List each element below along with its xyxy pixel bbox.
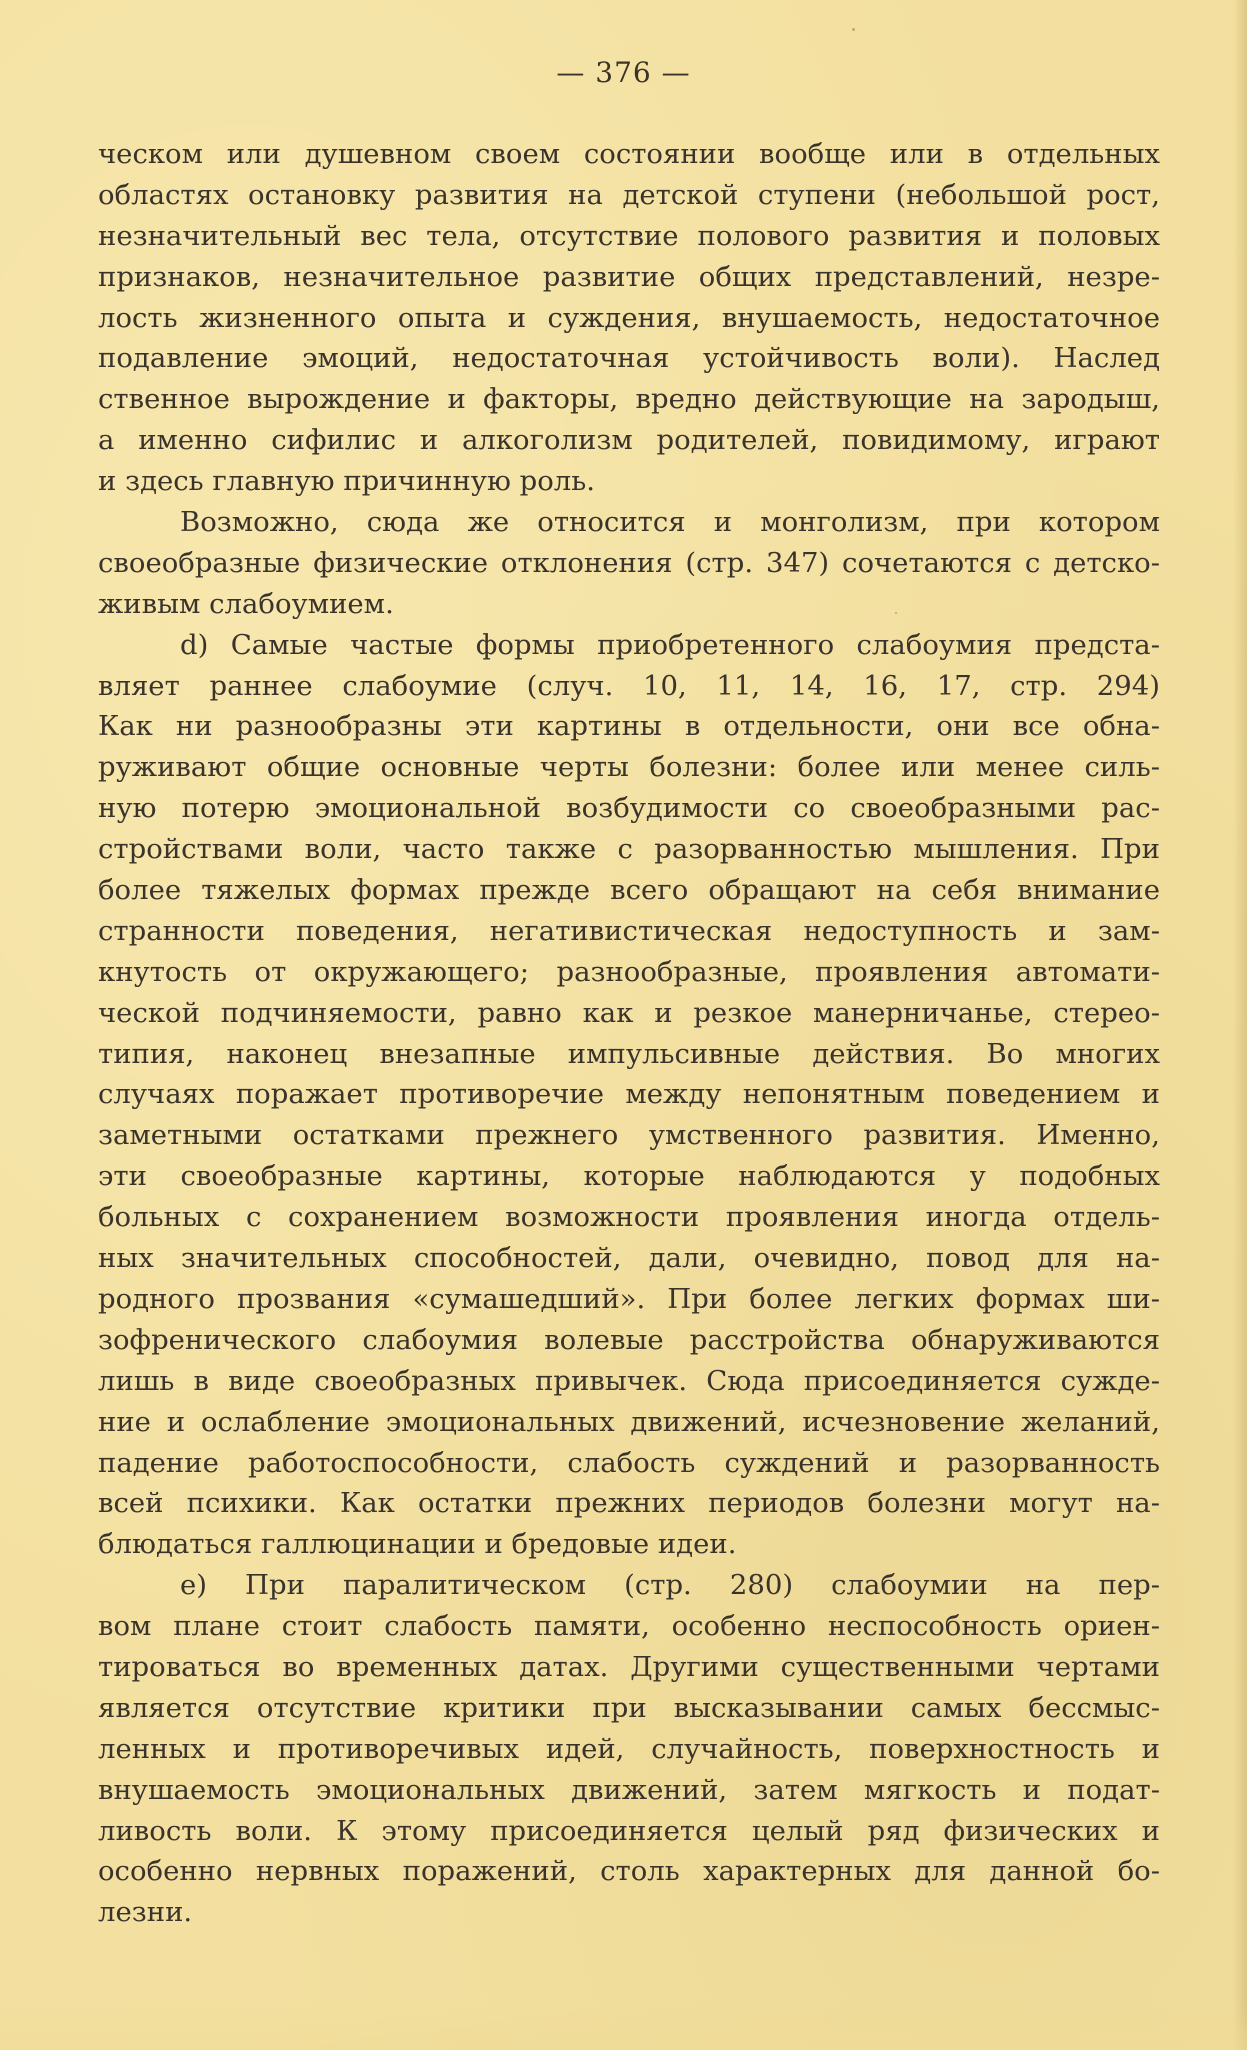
text-line: вом плане стоит слабость памяти, особенно неспособность ориен- (98, 1610, 1160, 1643)
text-line: особенно нервных поражений, столь характерных для данной бо- (98, 1855, 1160, 1888)
paragraph-2 (98, 502, 1160, 625)
text-line: зофренического слабоумия волевые расстройства обнаруживаются (98, 1323, 1160, 1356)
text-line: всей психики. Как остатки прежних периодов болезни могут на- (98, 1487, 1160, 1520)
text-line: ческой подчиняемости, равно как и резкое манерничанье, стерео- (98, 996, 1160, 1029)
text-line: ленных и противоречивых идей, случайность, поверхностность и (98, 1732, 1160, 1765)
text-line: а именно сифилис и алкоголизм родителей, повидимому, играют (98, 424, 1160, 457)
text-line: Как ни разнообразны эти картины в отдельности, они все обна- (98, 710, 1160, 743)
text-line: вляет раннее слабоумие (случ. 10, 11, 14, 16, 17, стр. 294) (98, 669, 1160, 702)
body-text (98, 134, 1160, 1933)
paragraph-3 (98, 625, 1160, 1565)
text-line: тироваться во временных датах. Другими существенными чертами (98, 1650, 1160, 1683)
text-line: областях остановку развития на детской ступени (небольшой рост, (98, 178, 1160, 211)
text-line: внушаемость эмоциональных движений, затем мягкость и подат- (98, 1773, 1160, 1806)
text-line: ческом или душевном своем состоянии вообще или в отдельных (98, 138, 1160, 170)
text-line: ливость воли. К этому присоединяется целый ряд физических и (98, 1814, 1160, 1847)
text-line: кнутость от окружающего; разнообразные, проявления автомати- (98, 955, 1160, 988)
text-line: заметными остатками прежнего умственного развития. Именно, (98, 1119, 1160, 1152)
paper-speck (895, 612, 897, 614)
text-line: является отсутствие критики при высказывании самых бессмыс- (98, 1691, 1160, 1724)
text-line: ственное вырождение и факторы, вредно действующие на зародыш, (98, 383, 1160, 416)
text-line: более тяжелых формах прежде всего обращают на себя внимание (98, 874, 1160, 907)
text-line: ную потерю эмоциональной возбудимости со своеобразными рас- (98, 792, 1160, 825)
paper-speck (852, 28, 855, 31)
text-line: руживают общие основные черты болезни: более или менее силь- (98, 751, 1160, 784)
text-line: Возможно, сюда же относится и монголизм, при котором (180, 506, 1160, 539)
text-line: типия, наконец внезапные импульсивные действия. Во многих (98, 1037, 1160, 1070)
text-line: признаков, незначительное развитие общих представлений, незре- (98, 260, 1160, 293)
text-line: случаях поражает противоречие между непонятным поведением и (98, 1078, 1160, 1111)
text-line: подавление эмоций, недостаточная устойчивость воли). Наслед (98, 342, 1160, 375)
text-line: своеобразные физические отклонения (стр. 347) сочетаются с детско- (98, 546, 1160, 579)
text-line: родного прозвания «сумашедший». При более легких формах ши- (98, 1282, 1160, 1315)
text-line: падение работоспособности, слабость суждений и разорванность (98, 1446, 1160, 1479)
text-line: d) Самые частые формы приобретенного слабоумия предста- (180, 628, 1160, 661)
text-line: ных значительных способностей, дали, очевидно, повод для на- (98, 1242, 1160, 1275)
text-line: лишь в виде своеобразных привычек. Сюда присоединяется сужде- (98, 1364, 1160, 1397)
paragraph-4 (98, 1565, 1160, 1933)
paragraph-1 (98, 134, 1160, 502)
page-bottom-tint (0, 2000, 1247, 2050)
text-line: стройствами воли, часто также с разорванностью мышления. При (98, 833, 1160, 866)
text-line: живым слабоумием. (98, 587, 394, 620)
text-line: больных с сохранением возможности проявления иногда отдель- (98, 1201, 1160, 1234)
text-line: лезни. (98, 1896, 193, 1929)
text-line: и здесь главную причинную роль. (98, 465, 595, 498)
text-line: e) При паралитическом (стр. 280) слабоумии на пер- (180, 1569, 1160, 1602)
text-line: лость жизненного опыта и суждения, внушаемость, недостаточное (98, 301, 1160, 334)
text-line: странности поведения, негативистическая недоступность и зам- (98, 914, 1160, 947)
text-line: незначительный вес тела, отсутствие полового развития и половых (98, 219, 1160, 252)
text-line: ние и ослабление эмоциональных движений, исчезновение желаний, (98, 1405, 1160, 1438)
text-line: эти своеобразные картины, которые наблюдаются у подобных (98, 1160, 1160, 1193)
page-number: — 376 — (556, 56, 691, 89)
page-edge-shadow (1233, 0, 1247, 2050)
text-line: блюдаться галлюцинации и бредовые идеи. (98, 1528, 737, 1561)
